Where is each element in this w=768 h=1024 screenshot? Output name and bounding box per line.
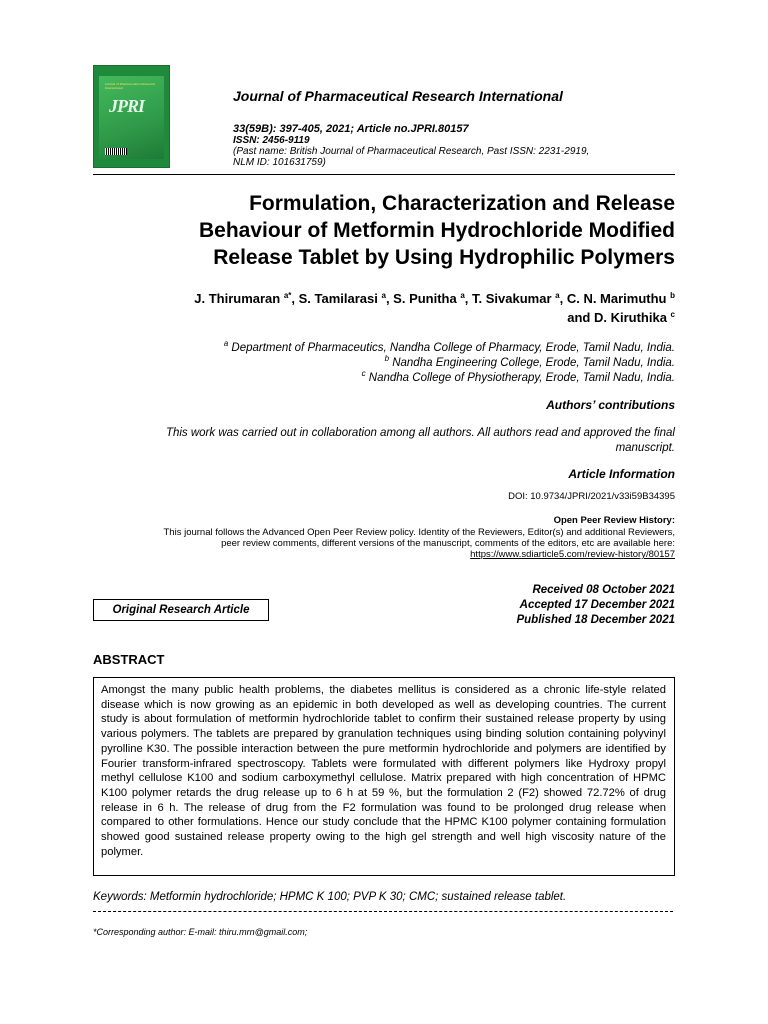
header-divider — [93, 174, 675, 175]
keywords-line: Keywords: Metformin hydrochloride; HPMC K 100; PVP K 30; CMC; sustained release tablet. — [93, 891, 567, 903]
publication-dates — [516, 583, 675, 628]
abstract-body: Amongst the many public health problems, the diabetes mellitus is considered as a chronic life-style related disease which is now growing as an epidemic in both developed as well as developing countries. The current study is about formulation of metformin hydrochloride tablet to confirm their sustained release property by using various polymers. The tablets are prepared by granulation techniques using binding solution containing polyvinyl pyrolline K30. The possible interaction between the pure metformin hydrochloride and polymers are identified by Fourier transform-infrared spectroscopy. Tablets were formulated with different polymers like Hydroxy propyl methyl cellulose K100 and sodium carboxymethyl cellulose. Matrix prepared with high concentration of HPMC K100 polymer retards the drug release up to 6 h at 59 %, but the formulation 2 (F2) showed 72.72% of drug release in 6 h. The release of drug from the F2 formulation was found to be prolonged drug release when compared to other formulations. Hence our study conclude that the HPMC K100 polymer containing formulation showed good sustained release property owing to the high gel strength and well high viscosity nature of the polymer. — [93, 677, 675, 876]
journal-name: Journal of Pharmaceutical Research International — [233, 88, 563, 104]
author-name: S. Punitha — [393, 291, 461, 306]
affiliation-item — [115, 341, 675, 356]
contributions-heading: Authors’ contributions — [546, 398, 675, 412]
contributions-line: manuscript. — [615, 442, 675, 454]
title-line: Formulation, Characterization and Release — [249, 192, 675, 215]
author-affiliation-mark: b — [670, 291, 675, 300]
past-name-line: (Past name: British Journal of Pharmaceutical Research, Past ISSN: 2231-2919, — [233, 146, 590, 157]
author-separator: , — [559, 291, 567, 306]
barcode-icon — [105, 148, 127, 155]
affiliation-list — [115, 341, 675, 386]
author-line — [55, 289, 675, 308]
author-line — [55, 308, 675, 327]
footnote-divider — [93, 911, 673, 912]
author-separator: , — [385, 291, 394, 306]
article-type-badge: Original Research Article — [93, 599, 269, 621]
author-separator: , — [464, 291, 473, 306]
journal-cover-image — [93, 65, 170, 168]
affiliation-mark: a — [223, 339, 229, 348]
received-date: Received 08 October 2021 — [532, 584, 675, 596]
corresponding-author-footnote: *Corresponding author: E-mail: thiru.mrn@gmail.com; — [93, 927, 308, 937]
author-list — [55, 289, 675, 327]
affiliation-text: Nandha Engineering College, Erode, Tamil Nadu, India. — [389, 357, 675, 369]
affiliation-text: Nandha College of Physiotherapy, Erode, Tamil Nadu, India. — [365, 372, 675, 384]
issn-line: ISSN: 2456-9119 — [233, 135, 310, 146]
author-name: T. Sivakumar — [472, 291, 556, 306]
author-name: S. Tamilarasi — [298, 291, 382, 306]
journal-meta — [233, 123, 589, 168]
author-name: and D. Kiruthika — [567, 310, 671, 325]
nlm-id-line: NLM ID: 101631759) — [233, 157, 326, 168]
affiliation-item — [115, 371, 675, 386]
affiliation-text: Department of Pharmaceutics, Nandha College of Pharmacy, Erode, Tamil Nadu, India. — [228, 342, 675, 354]
author-separator: , — [291, 291, 299, 306]
affiliation-mark: b — [384, 354, 390, 363]
abstract-heading: ABSTRACT — [93, 652, 165, 667]
cover-artwork — [99, 76, 164, 159]
author-affiliation-mark: a* — [283, 291, 292, 300]
title-line: Behaviour of Metformin Hydrochloride Modified — [198, 219, 675, 242]
title-line: Release Tablet by Using Hydrophilic Polymers — [213, 246, 675, 269]
article-info-heading: Article Information — [568, 467, 675, 481]
author-name: J. Thirumaran — [194, 291, 284, 306]
author-name: C. N. Marimuthu — [566, 291, 671, 306]
cover-small-text: Journal of Pharmaceutical Research International — [105, 82, 156, 90]
doi-text: DOI: 10.9734/JPRI/2021/v33i59B34395 — [508, 491, 675, 502]
contributions-line: This work was carried out in collaboration among all authors. All authors read and approved the final — [165, 427, 675, 439]
peer-review-line: peer review comments, different versions of the manuscript, comments of the editors, etc are available here: — [221, 538, 675, 549]
peer-review-line: This journal follows the Advanced Open Peer Review policy. Identity of the Reviewers, Editor(s) and additional Reviewers, — [163, 527, 675, 538]
review-history-link[interactable]: https://www.sdiarticle5.com/review-history/80157 — [470, 549, 675, 560]
author-affiliation-mark: a — [555, 291, 560, 300]
author-affiliation-mark: a — [460, 291, 465, 300]
contributions-text — [85, 426, 675, 456]
volume-line: 33(59B): 397-405, 2021; Article no.JPRI.80157 — [233, 123, 469, 135]
author-affiliation-mark: a — [381, 291, 386, 300]
cover-logo: JPRI — [109, 96, 145, 116]
accepted-date: Accepted 17 December 2021 — [519, 599, 675, 611]
peer-review-text — [85, 527, 675, 560]
article-title — [75, 190, 675, 271]
affiliation-mark: c — [361, 369, 366, 378]
author-affiliation-mark: c — [670, 310, 675, 319]
published-date: Published 18 December 2021 — [516, 614, 675, 626]
affiliation-item — [115, 356, 675, 371]
peer-review-heading: Open Peer Review History: — [553, 515, 675, 526]
